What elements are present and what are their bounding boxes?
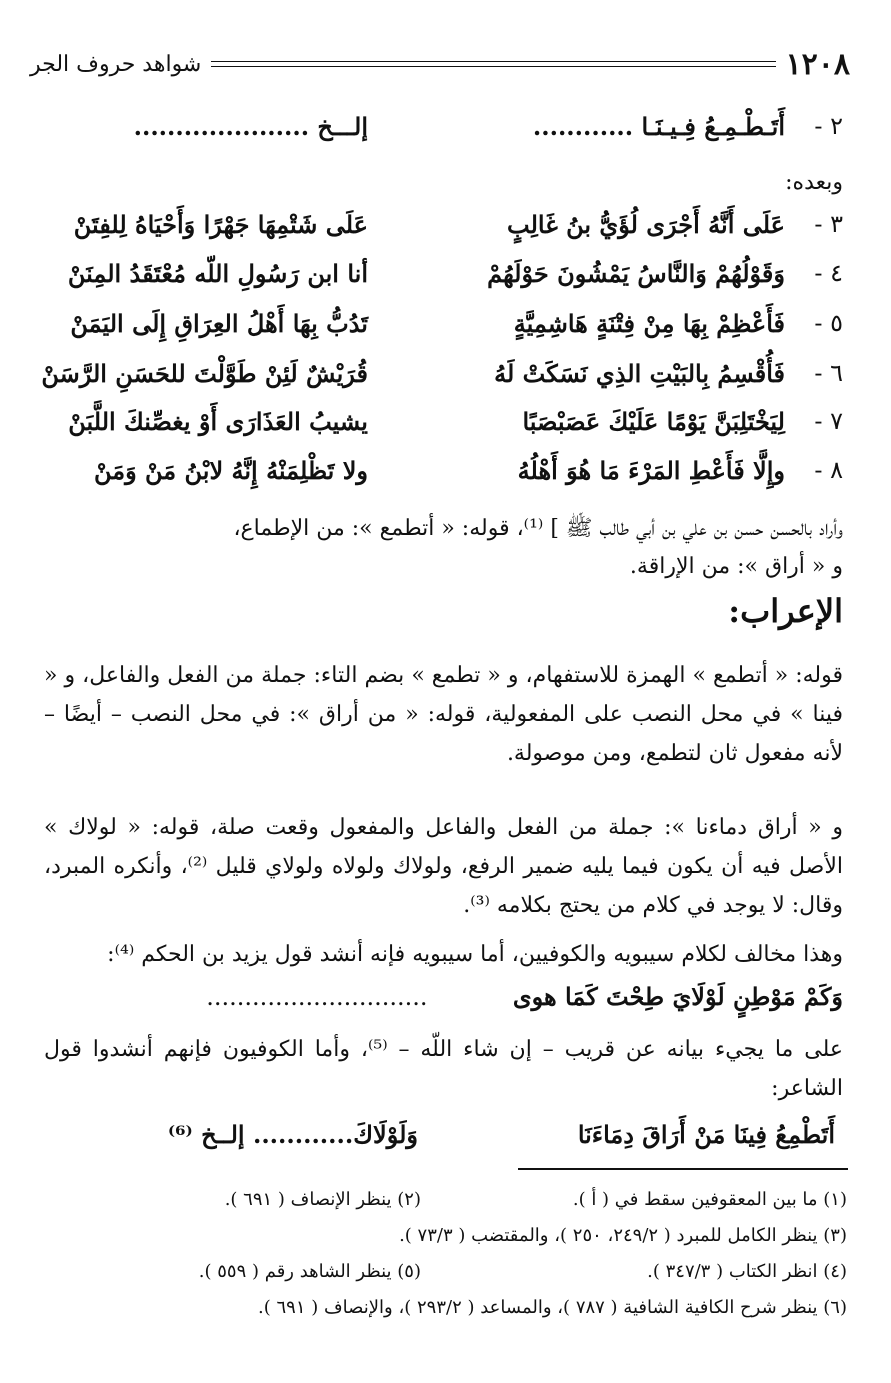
- section-title: الإعراب:: [728, 592, 843, 630]
- final-verse: [48, 1120, 843, 1164]
- paragraph-1: قوله: « أتطمع » الهمزة للاستفهام، و « تطمع » بضم التاء: جملة من الفعل والفاعل، و « فينا » في محل النصب على المفعولية، قوله: « من أراق »: في محل النصب – أيضًا – لأنه مفعول ثان لتطمع، ومن موصولة.: [44, 663, 844, 766]
- page-header: [30, 44, 850, 84]
- verse-5: [48, 309, 843, 353]
- verse-hemistich-2: إلـــخ .....................: [133, 112, 368, 141]
- verse-hemistich-1: وَقَوْلُهُمْ وَالنَّاسُ يَمْشُونَ حَوْلَهُمْ: [487, 259, 785, 288]
- verse-number: ٧ -: [814, 407, 843, 435]
- verse-hemistich-1: فَأُقْسِمُ بِالبَيْتِ الذِي نَسَكَتْ لَهُ: [494, 359, 785, 388]
- footnote-2: (٢) ينظر الإنصاف ( ٦٩١ ).: [224, 1189, 421, 1210]
- footnote-1: (١) ما بين المعقوفين سقط في ( أ ).: [572, 1189, 847, 1210]
- header-rule: [211, 61, 775, 67]
- footnote-4: (٤) انظر الكتاب ( ٣٤٧/٣ ).: [647, 1261, 847, 1282]
- running-title: شواهد حروف الجر: [30, 51, 202, 77]
- verse-hemistich-1: أَتَـطْـمِـعُ فِـيـنَـا ............: [532, 112, 785, 141]
- verse-hemistich-2: يشيبُ العَذَارَى أَوْ يغصِّنكَ اللَّبَنْ: [68, 407, 368, 436]
- verse-3: [48, 210, 843, 254]
- verse-hemistich-1: أَتَطْمِعُ فِينَا مَنْ أَرَاقَ دِمَاءَنَا: [577, 1120, 835, 1149]
- verse-hemistich-1: فَأَعْظِمْ بِهَا مِنْ فِتْنَةٍ هَاشِمِيَّةٍ: [513, 309, 785, 338]
- verse-4: [48, 259, 843, 303]
- verse-number: ٦ -: [814, 359, 843, 387]
- footnote-3: (٣) ينظر الكامل للمبرد ( ٢٤٩/٢، ٢٥٠ )، والمقتضب ( ٧٣/٣ ).: [399, 1225, 847, 1246]
- verse-number: ٥ -: [814, 309, 843, 337]
- verse-hemistich-2: وَلَوْلَاكَ............ إلــخ ⁽⁶⁾: [167, 1120, 418, 1149]
- paragraph-4: على ما يجيء بيانه عن قريب – إن شاء اللّه – ⁽⁵⁾، وأما الكوفيون فإنهم أنشدوا قول الشاعر:: [44, 1037, 843, 1101]
- intro-line-2: و « أراق »: من الإراقة.: [629, 554, 843, 579]
- paragraph-3-line: وهذا مخالف لكلام سيبويه والكوفيين، أما سيبويه فإنه أنشد قول يزيد بن الحكم ⁽⁴⁾:: [107, 942, 843, 967]
- verse-hemistich-1: عَلَى أَنَّهُ أَجْرَى لُؤَيُّ بنُ غَالِبٍ: [507, 210, 785, 239]
- verse-hemistich-2: قُرَيْشٌ لَئِنْ طَوَّلْتَ للحَسَنِ الرَّسَنْ: [41, 359, 368, 388]
- verse-hemistich-2: ولا تَظْلِمَنْهُ إِنَّهُ لابْنُ مَنْ وَمَنْ: [93, 456, 368, 485]
- verse-6: [41, 359, 843, 403]
- verse-hemistich-1: وإِلَّا فَأَعْطِ المَرْءَ مَا هُوَ أَهْلُهُ: [517, 456, 785, 485]
- verse-hemistich-2: عَلَى شَتْمِهَا جَهْرًا وَأَحْيَاهُ لِلفِتَنْ: [73, 210, 368, 239]
- verse-number: ٢ -: [814, 112, 843, 140]
- quoted-verse-text: وَكَمْ مَوْطِنٍ لَوْلَايَ طِحْتَ كَمَا هوى: [512, 982, 843, 1011]
- verse-2: [48, 112, 843, 156]
- verse-7: [48, 407, 843, 451]
- verse-hemistich-2: تَدُبُّ بِهَا أَهْلُ العِرَاقِ إِلَى اليَمَنْ: [70, 309, 368, 338]
- intro-line-1: وأراد بالحسن حسن بن علي بن أبي طالب ﷺ ] ⁽¹⁾، قوله: « أتطمع »: من الإطماع،: [233, 516, 843, 541]
- verse-number: ٨ -: [814, 456, 843, 484]
- verse-8: [48, 456, 843, 500]
- page-number: ١٢٠٨: [785, 46, 850, 82]
- quoted-verse: [48, 980, 843, 1014]
- verse-number: ٣ -: [814, 210, 843, 238]
- paragraph-2: و « أراق دماءنا »: جملة من الفعل والفاعل والمفعول وقعت صلة، قوله: « لولاك » الأصل فيه أن يكون فيما يليه ضمير الرفع، ولولاك ولولاه ولولاي قليل ⁽²⁾، وأنكره المبرد، وقال: لا يوجد في كلام من يحتج بكلامه ⁽³⁾.: [44, 815, 844, 918]
- footnote-rule: [518, 1168, 848, 1170]
- quoted-verse-dots: .............................: [206, 983, 428, 1011]
- after-label: وبعده:: [785, 170, 843, 195]
- verse-hemistich-1: لِيَخْتَلِبَنَّ يَوْمًا عَلَيْكَ عَصَبْصَبًا: [522, 407, 785, 436]
- footnote-6: (٦) ينظر شرح الكافية الشافية ( ٧٨٧ )، والمساعد ( ٢٩٣/٢ )، والإنصاف ( ٦٩١ ).: [258, 1297, 847, 1318]
- verse-hemistich-2: أنا ابن رَسُولِ اللّه مُعْتَقَدُ المِنَنْ: [67, 259, 368, 288]
- footnote-5: (٥) ينظر الشاهد رقم ( ٥٥٩ ).: [198, 1261, 421, 1282]
- verse-number: ٤ -: [814, 259, 843, 287]
